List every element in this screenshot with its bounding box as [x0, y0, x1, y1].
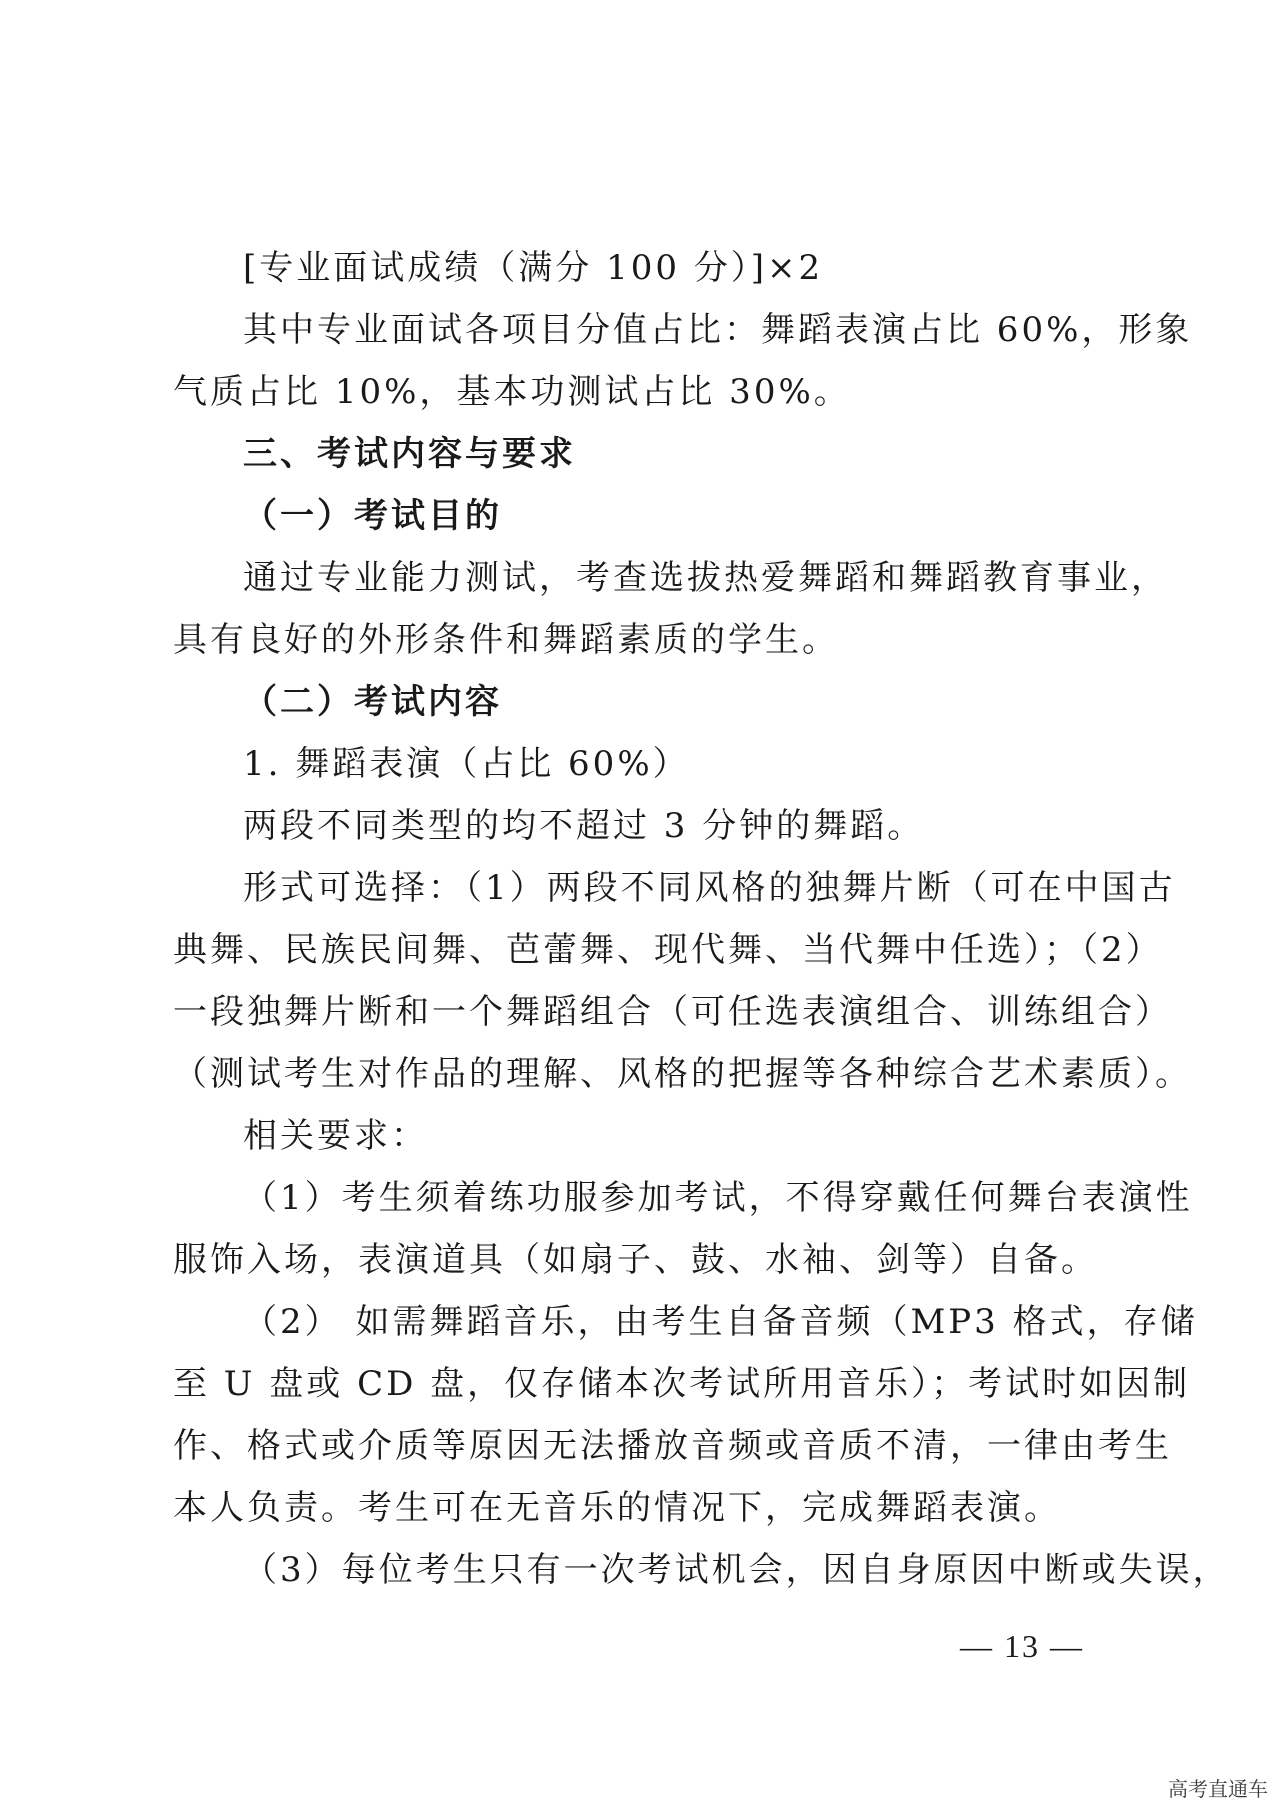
item-heading: 1. 舞蹈表演（占比 60%）	[243, 744, 690, 784]
body-line: （测试考生对作品的理解、风格的把握等各种综合艺术素质）。	[173, 1054, 1192, 1094]
body-line: （3）每位考生只有一次考试机会，因自身原因中断或失误，	[243, 1550, 1230, 1590]
body-line: （1）考生须着练功服参加考试，不得穿戴任何舞台表演性	[243, 1178, 1193, 1218]
score-formula-line: [专业面试成绩（满分 100 分）]×2	[243, 248, 824, 288]
watermark: 高考直通车	[1168, 1777, 1268, 1801]
body-line: 一段独舞片断和一个舞蹈组合（可任选表演组合、训练组合）	[173, 992, 1172, 1032]
body-line: 作、格式或介质等原因无法播放音频或音质不清，一律由考生	[173, 1426, 1172, 1466]
body-line: （2） 如需舞蹈音乐，由考生自备音频（MP3 格式，存储	[243, 1302, 1198, 1342]
body-line: 其中专业面试各项目分值占比：舞蹈表演占比 60%，形象	[243, 310, 1193, 350]
subsection-heading: （一）考试目的	[243, 496, 502, 536]
body-line: 相关要求：	[243, 1116, 428, 1156]
body-line: 气质占比 10%，基本功测试占比 30%。	[173, 372, 851, 412]
page-number: — 13 —	[960, 1628, 1084, 1664]
body-line: 两段不同类型的均不超过 3 分钟的舞蹈。	[243, 806, 925, 846]
body-line: 典舞、民族民间舞、芭蕾舞、现代舞、当代舞中任选）；（2）	[173, 930, 1163, 970]
body-line: 通过专业能力测试，考查选拔热爱舞蹈和舞蹈教育事业，	[243, 558, 1168, 598]
body-line: 本人负责。考生可在无音乐的情况下，完成舞蹈表演。	[173, 1488, 1061, 1528]
subsection-heading: （二）考试内容	[243, 682, 502, 722]
body-line: 至 U 盘或 CD 盘，仅存储本次考试所用音乐）；考试时如因制	[173, 1364, 1191, 1404]
body-line: 形式可选择：（1）两段不同风格的独舞片断（可在中国古	[243, 868, 1176, 908]
body-line: 具有良好的外形条件和舞蹈素质的学生。	[173, 620, 839, 660]
section-heading: 三、考试内容与要求	[243, 434, 576, 474]
body-line: 服饰入场，表演道具（如扇子、鼓、水袖、剑等）自备。	[173, 1240, 1098, 1280]
